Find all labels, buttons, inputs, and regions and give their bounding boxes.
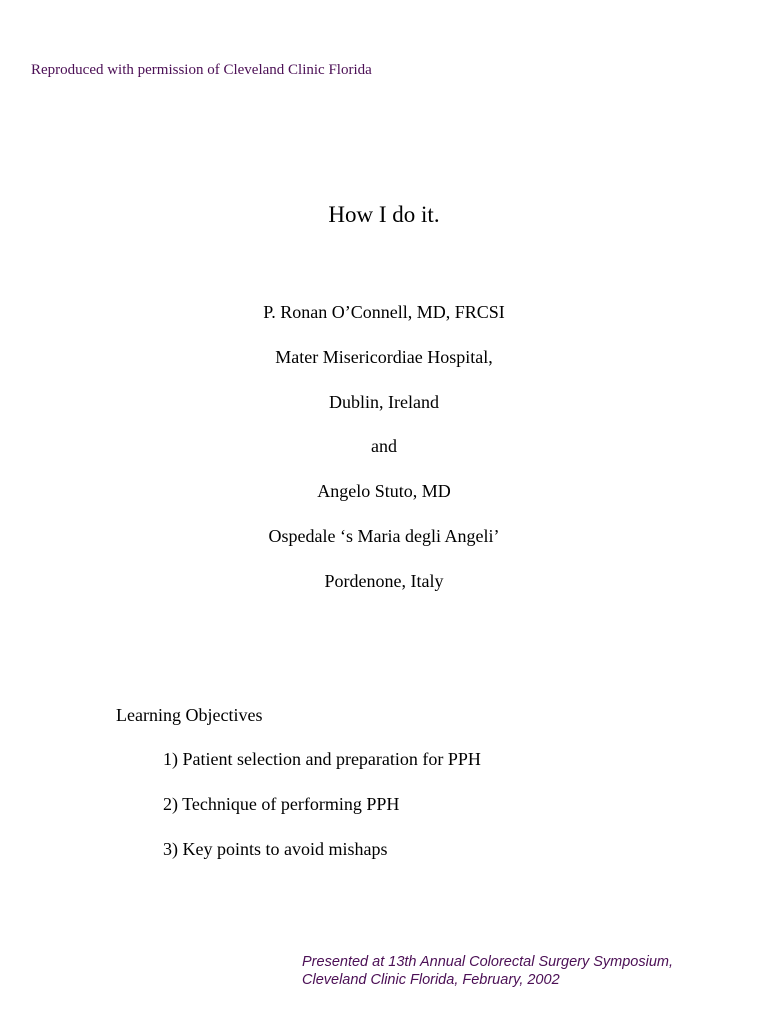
- author-location-secondary: Pordenone, Italy: [324, 571, 444, 591]
- presentation-footer: [302, 953, 673, 989]
- author-conjunction: and: [371, 436, 397, 456]
- footer-line-venue: Cleveland Clinic Florida, February, 2002: [302, 972, 560, 988]
- objective-item: 2) Technique of performing PPH: [163, 794, 400, 814]
- objectives-heading: Learning Objectives: [116, 705, 263, 725]
- document-title: How I do it.: [328, 202, 440, 227]
- author-institution-secondary: Ospedale ‘s Maria degli Angeli’: [268, 526, 500, 546]
- author-location-primary: Dublin, Ireland: [329, 392, 439, 412]
- permission-note: Reproduced with permission of Cleveland Clinic Florida: [31, 62, 372, 78]
- author-name-primary: P. Ronan O’Connell, MD, FRCSI: [263, 302, 505, 322]
- objective-item: 3) Key points to avoid mishaps: [163, 839, 388, 859]
- footer-line-event: Presented at 13th Annual Colorectal Surgery Symposium,: [302, 954, 674, 970]
- objective-item: 1) Patient selection and preparation for PPH: [163, 749, 481, 769]
- author-name-secondary: Angelo Stuto, MD: [317, 481, 451, 501]
- author-institution-primary: Mater Misericordiae Hospital,: [275, 347, 493, 367]
